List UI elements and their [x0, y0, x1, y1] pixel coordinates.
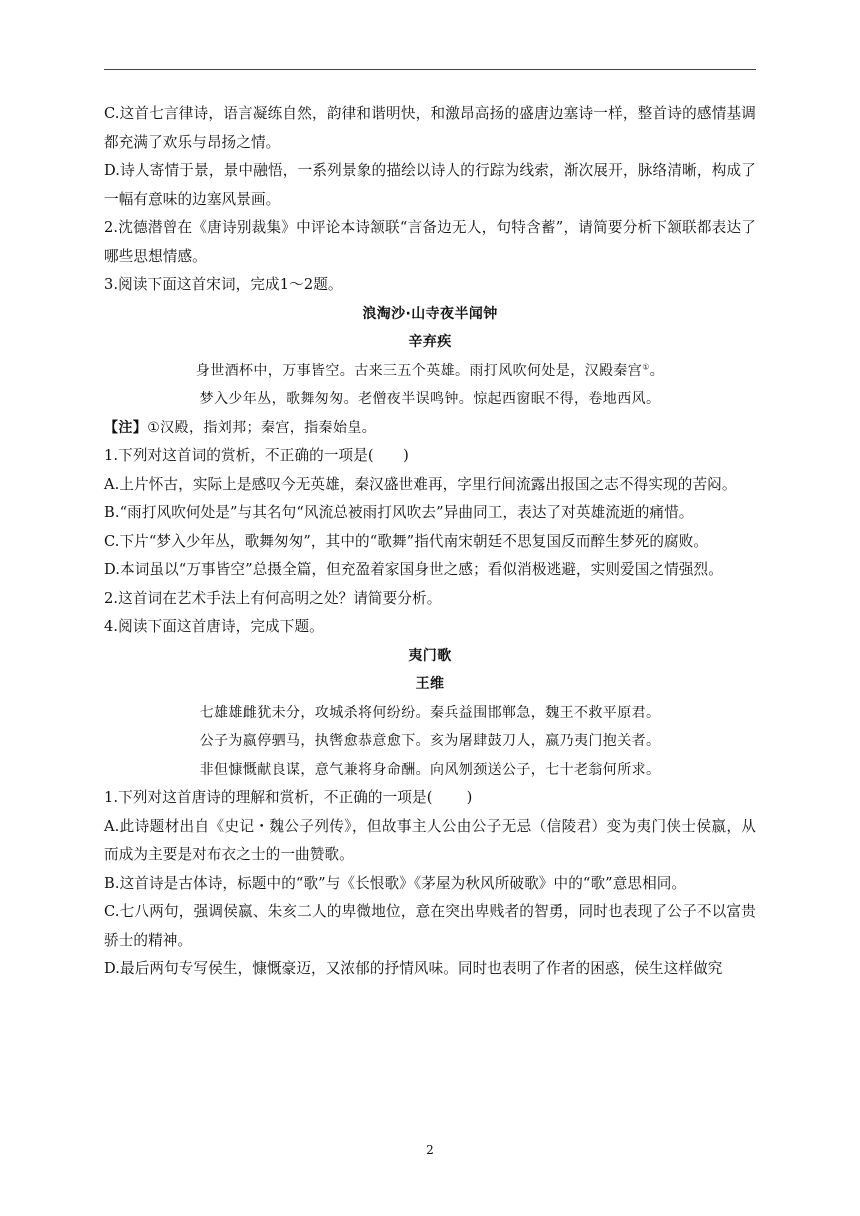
poem-line-text: 身世酒杯中，万事皆空。古来三五个英雄。雨打风吹何处是，汉殿秦宫: [195, 362, 643, 379]
option-d: D.最后两句专写侯生，慷慨豪迈，又浓郁的抒情风味。同时也表明了作者的困惑，侯生这样做究: [104, 960, 723, 977]
page-number: 2: [426, 1143, 434, 1157]
footnote-mark: ①: [642, 361, 650, 371]
footnote-text: ①汉殿，指刘邦；秦宫，指秦始皇。: [147, 419, 377, 436]
question-2: 2.这首词在艺术手法上有何高明之处？请简要分析。: [104, 589, 442, 607]
poem-author: 辛弃疾: [408, 334, 452, 350]
option-b: B.“雨打风吹何处是”与其名句“风流总被雨打风吹去”异曲同工，表达了对英雄流逝的痛惜。: [104, 504, 694, 521]
question-2: 2.沈德潜曾在《唐诗别裁集》中评论本诗颔联“言备边无人，句特含蓄”，请简要分析下颔联都表达了哪些思想情感。: [104, 219, 756, 265]
option-b: B.这首诗是古体诗，标题中的“歌”与《长恨歌》《茅屋为秋风所破歌》中的“歌”意思相同。: [104, 874, 687, 892]
option-d: D.本词虽以“万事皆空”总摄全篇，但充盈着家国身世之感；看似消极逃避，实则爱国之情强烈。: [104, 561, 723, 578]
question-1: 1.下列对这首唐诗的理解和赏析，不正确的一项是( ): [104, 789, 473, 806]
option-a: A.此诗题材出自《史记・魏公子列传》，但故事主人公由公子无忌（信陵君）变为夷门侠士侯嬴，从而成为主要是对布衣之士的一曲赞歌。: [104, 817, 756, 863]
section-3-intro: 3.阅读下面这首宋词，完成1～2题。: [104, 276, 343, 293]
poem-author: 王维: [415, 676, 445, 692]
section-4-intro: 4.阅读下面这首唐诗，完成下题。: [104, 618, 324, 635]
poem-line: 梦入少年丛，歌舞匆匆。老僧夜半误鸣钟。惊起西窗眠不得，卷地西风。: [199, 391, 661, 407]
poem-title: 浪淘沙·山寺夜半闻钟: [362, 305, 498, 322]
question-1: 1.下列对这首词的赏析，不正确的一项是( ): [104, 447, 409, 464]
option-a: A.上片怀古，实际上是感叹今无英雄，秦汉盛世难再，字里行间流露出报国之志不得实现的苦闷。: [104, 475, 737, 493]
option-c: C.七八两句，强调侯嬴、朱亥二人的卑微地位，意在突出卑贱者的智勇，同时也表现了公子不以富贵骄士的精神。: [104, 903, 756, 949]
poem-line-end: 。: [649, 362, 665, 379]
poem-line: 公子为嬴停驷马，执辔愈恭意愈下。亥为屠肆鼓刀人，嬴乃夷门抱关者。: [199, 733, 661, 749]
poem-line: 七雄雄雌犹未分，攻城杀将何纷纷。秦兵益围邯郸急，魏王不救平原君。: [199, 704, 661, 721]
option-c: C.这首七言律诗，语言凝练自然，韵律和谐明快，和激昂高扬的盛唐边塞诗一样，整首诗的感情基调都充满了欢乐与昂扬之情。: [104, 105, 756, 151]
header-rule: [104, 69, 756, 70]
poem-line: 非但慷慨献良谋，意气兼将身命酬。向风刎颈送公子，七十老翁何所求。: [199, 761, 661, 778]
footnote-label: 【注】: [104, 419, 148, 436]
poem-title: 夷门歌: [408, 647, 452, 664]
poem-line: [104, 357, 756, 386]
option-d: D.诗人寄情于景，景中融悟，一系列景象的描绘以诗人的行踪为线索，渐次展开，脉络清晰，构成了一幅有意味的边塞风景画。: [104, 162, 756, 208]
document-body: [104, 100, 756, 984]
footnote: [104, 414, 756, 443]
option-c: C.下片“梦入少年丛，歌舞匆匆”，其中的“歌舞”指代南宋朝廷不思复国反而醉生梦死的腐败。: [104, 532, 709, 550]
